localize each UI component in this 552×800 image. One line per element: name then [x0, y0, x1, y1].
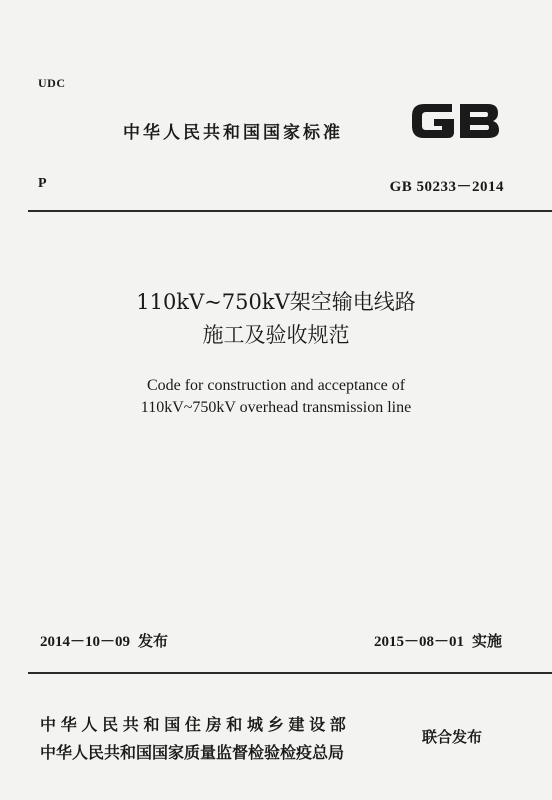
gb-logo	[408, 96, 502, 146]
top-divider	[28, 210, 552, 212]
chinese-title-line-1: 110kV~750kV架空输电线路	[136, 290, 416, 314]
issue-label: 发布	[138, 632, 169, 650]
joint-publish-label: 联合发布	[422, 728, 483, 746]
bottom-divider	[28, 672, 552, 674]
implementation-date	[374, 630, 502, 651]
issue-date	[40, 630, 168, 651]
english-title-line-1: Code for construction and acceptance of	[146, 377, 406, 394]
issue-date-value: 2014－10－09	[40, 634, 131, 650]
implementation-date-value: 2015－08－01	[373, 634, 464, 650]
implementation-label: 实施	[471, 632, 502, 650]
standard-type-label: 中华人民共和国国家标准	[123, 123, 343, 143]
udc-code: UDC	[38, 76, 66, 90]
classification-code: P	[38, 176, 47, 191]
english-title-line-2: 110kV~750kV overhead transmission line	[140, 399, 412, 416]
chinese-title-line-2: 施工及验收规范	[202, 323, 350, 347]
publisher-2: 中华人民共和国国家质量监督检验检疫总局	[40, 743, 345, 762]
standard-number: GB 50233－2014	[389, 179, 504, 195]
publisher-1: 中华人民共和国住房和城乡建设部	[40, 715, 351, 734]
